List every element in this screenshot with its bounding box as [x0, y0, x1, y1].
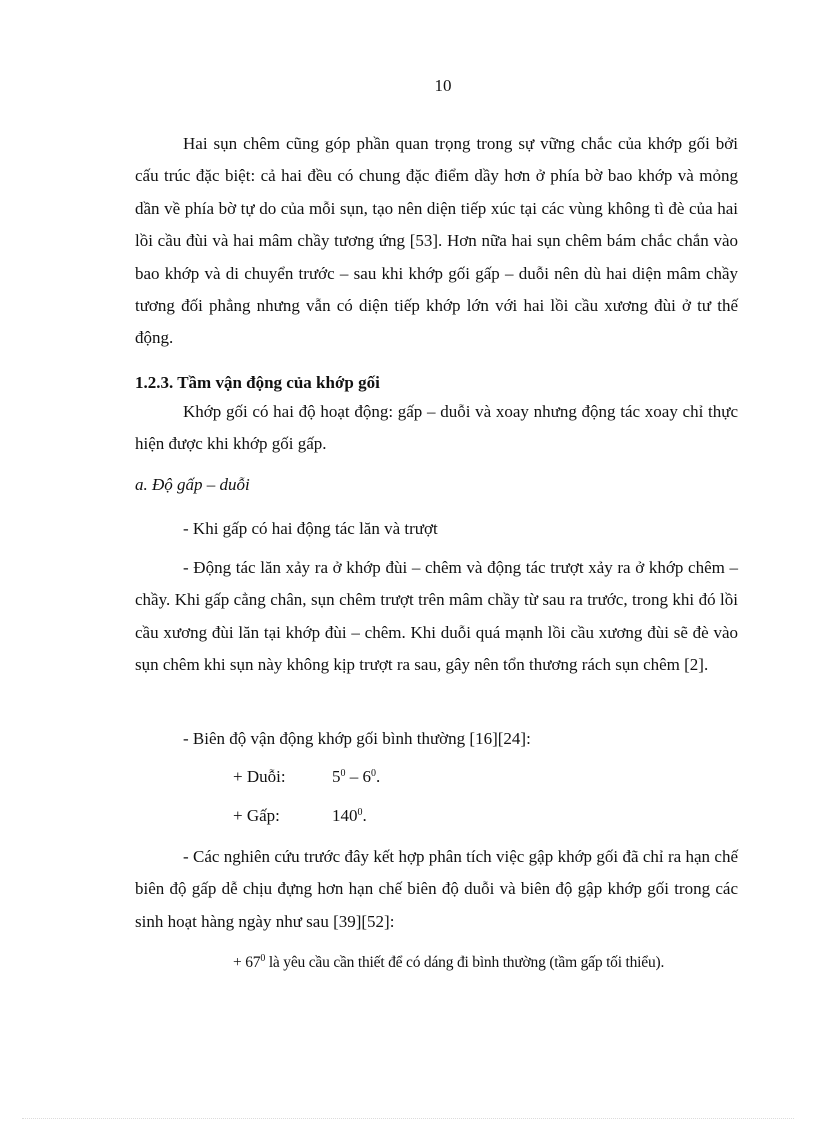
paragraph-meniscus: Hai sụn chêm cũng góp phần quan trọng trong sự vững chắc của khớp gối bởi cấu trúc đặc biệt: cả hai đều có chung đặc điểm dầy hơn ở phía bờ bao khớp và mỏng dần về phía bờ tự do của mỗi sụn, tạo nên diện tiếp xúc tại các vùng không tì đè của hai lồi cầu đùi và hai mâm chầy tương ứng [53]. Hơn nữa hai sụn chêm bám chắc chắn vào bao khớp và di chuyển trước – sau khi khớp gối gấp – duỗi nên dù hai diện mâm chầy tương đối phẳng nhưng vẫn có diện tiếp khớp lớn với hai lồi cầu xương đùi ở tư thế động.	[135, 134, 738, 348]
flexion-value: $140^0$.	[332, 806, 367, 825]
subsection-heading: a. Độ gấp – duỗi	[135, 475, 250, 494]
paragraph-rolling-sliding: - Động tác lăn xảy ra ở khớp đùi – chêm và động tác trượt xảy ra ở khớp chêm – chầy. Khi gấp cẳng chân, sụn chêm trượt trên mâm chầy từ sau ra trước, trong khi đó lồi cầu xương đùi lăn tại khớp đùi – chêm. Khi duỗi quá mạnh lồi cầu xương đùi sẽ đè vào sụn chêm khi sụn này không kịp trượt ra sau, gây nên tổn thương rách sụn chêm [2].	[135, 558, 738, 675]
bullet-flexion-actions: - Khi gấp có hai động tác lăn và trượt	[183, 519, 438, 538]
page-number: 10	[434, 76, 452, 95]
section-heading: 1.2.3. Tầm vận động của khớp gối	[135, 373, 380, 392]
extension-label: + Duỗi:	[233, 767, 286, 786]
bullet-normal-range: - Biên độ vận động khớp gối bình thường [16][24]:	[183, 729, 531, 748]
requirement-line: + $67^0$ là yêu cầu cần thiết để có dáng đi bình thường (tầm gấp tối thiểu).	[233, 953, 665, 971]
paragraph-previous-studies: - Các nghiên cứu trước đây kết hợp phân tích việc gập khớp gối đã chỉ ra hạn chế biên độ gấp dễ chịu đựng hơn hạn chế biên độ duỗi và biên độ gập khớp gối trong các sinh hoạt hàng ngày như sau [39][52]:	[135, 847, 738, 931]
page-divider	[22, 1118, 794, 1119]
paragraph-range-of-motion: Khớp gối có hai độ hoạt động: gấp – duỗi và xoay nhưng động tác xoay chỉ thực hiện được khi khớp gối gấp.	[135, 402, 738, 454]
flexion-label: + Gấp:	[233, 806, 280, 825]
extension-value: $5^0 - 6^0$.	[332, 767, 381, 786]
